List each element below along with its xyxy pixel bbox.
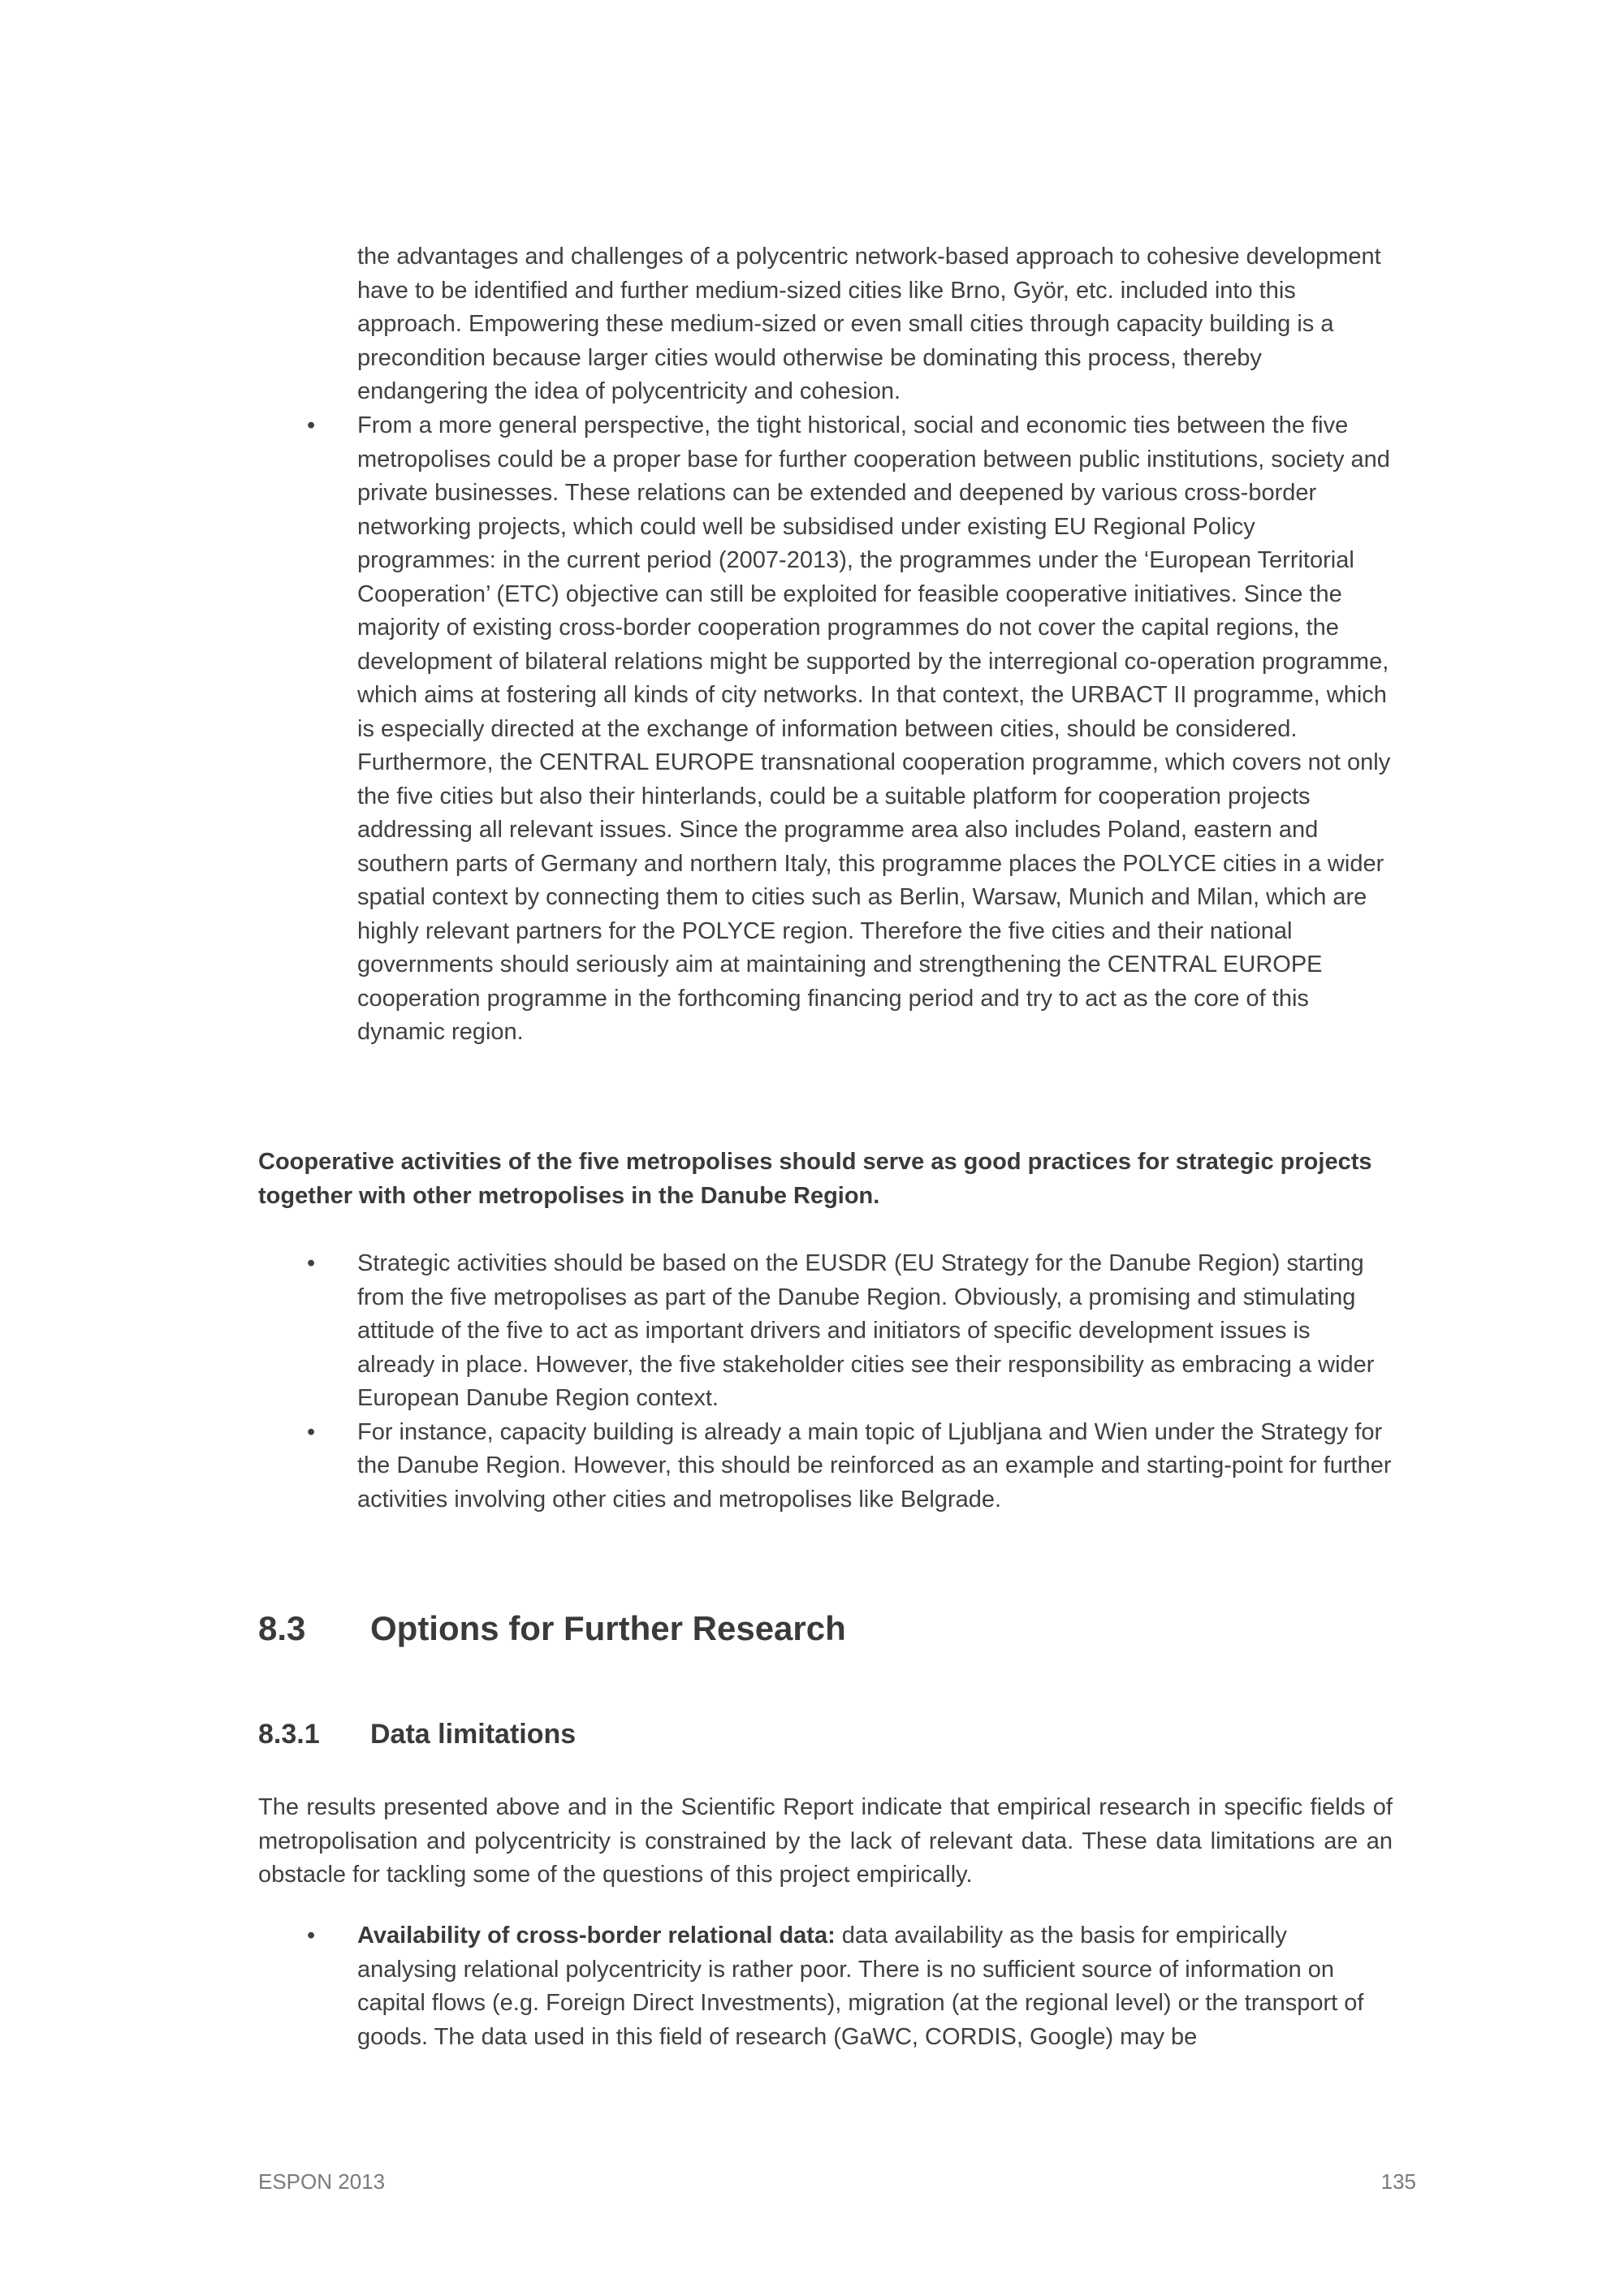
subsection-title: Data limitations bbox=[370, 1719, 577, 1750]
bullet-icon: • bbox=[307, 1418, 316, 1445]
list-item-text: From a more general perspective, the tight historical, social and economic ties between the five metropolises could be a proper base for further cooperation between public institutions, society and private businesses. These relations can be extended and deepened by various cross-border networking projects, which could well be subsidised under existing EU Regional Policy programmes: in the current period (2007-2013), the programmes under the ‘European Territorial Cooperation’ (ETC) objective can still be exploited for feasible cooperative initiatives. Since the majority of existing cross-border cooperation programmes do not cover the capital regions, the development of bilateral relations might be supported by the interregional co-operation programme, which aims at fostering all kinds of city networks. In that context, the URBACT II programme, which is especially directed at the exchange of information between cities, should be considered. Furthermore, the CENTRAL EUROPE transnational cooperation programme, which covers not only the five cities but also their hinterlands, could be a suitable platform for cooperation projects addressing all relevant issues. Since the programme area also includes Poland, eastern and southern parts of Germany and northern Italy, this programme places the POLYCE cities in a wider spatial context by connecting them to cities such as Berlin, Warsaw, Munich and Milan, which are highly relevant partners for the POLYCE region. Therefore the five cities and their national governments should seriously aim at maintaining and strengthening the CENTRAL EUROPE cooperation programme in the forthcoming financing period and try to act as the core of this dynamic region. bbox=[357, 412, 1391, 1045]
list-item bbox=[307, 1416, 1393, 1517]
bullet-list-cooperation bbox=[307, 409, 1393, 1050]
subsection-heading bbox=[258, 1716, 576, 1752]
bold-statement: Cooperative activities of the five metropolises should serve as good practices for strategic projects together with other metropolises in the Danube Region. bbox=[258, 1149, 1372, 1209]
list-item-text: For instance, capacity building is already a main topic of Ljubljana and Wien under the Strategy for the Danube Region. However, this should be reinforced as an example and starting-point for further activities involving other cities and metropolises like Belgrade. bbox=[357, 1418, 1392, 1513]
bullet-icon: • bbox=[307, 1923, 316, 1949]
list-item-lead: Availability of cross-border relational data: bbox=[357, 1923, 836, 1949]
body-paragraph: The results presented above and in the Scientific Report indicate that empirical research in specific fields of metropolisation and polycentricity is constrained by the lack of relevant data. These data limitations are an obstacle for tackling some of the questions of this project empirically. bbox=[258, 1794, 1393, 1888]
section-heading bbox=[258, 1608, 846, 1650]
section-number: 8.3 bbox=[258, 1609, 306, 1647]
list-item bbox=[307, 1919, 1393, 2054]
bullet-icon: • bbox=[307, 1250, 316, 1276]
bullet-list-data bbox=[307, 1919, 1393, 2054]
subsection-number: 8.3.1 bbox=[258, 1719, 320, 1750]
continuation-paragraph: the advantages and challenges of a polycentric network-based approach to cohesive development have to be identified and further medium-sized cities like Brno, Györ, etc. included into this approach. Empowering these medium-sized or even small cities through capacity building is a precondition because larger cities would otherwise be dominating this process, thereby endangering the idea of polycentricity and cohesion. bbox=[357, 244, 1381, 404]
list-item-text: Strategic activities should be based on the EUSDR (EU Strategy for the Danube Region) starting from the five metropolises as part of the Danube Region. Obviously, a promising and stimulating attitude of the five to act as important drivers and initiators of specific development issues is already in place. However, the five stakeholder cities see their responsibility as embracing a wider European Danube Region context. bbox=[357, 1250, 1375, 1411]
list-item-text: data availability as the basis for empirically analysing relational polycentricity is rather poor. There is no sufficient source of information on capital flows (e.g. Foreign Direct Investments), migration (at the regional level) or the transport of goods. The data used in this field of research (GaWC, CORDIS, Google) may be bbox=[357, 1923, 1364, 2050]
list-item bbox=[307, 409, 1393, 1050]
footer-program: ESPON 2013 bbox=[258, 2169, 386, 2194]
list-item bbox=[307, 1247, 1393, 1416]
bullet-icon: • bbox=[307, 412, 316, 438]
section-title: Options for Further Research bbox=[370, 1609, 846, 1647]
page-number: 135 bbox=[1380, 2169, 1416, 2194]
bullet-list-danube bbox=[307, 1247, 1393, 1517]
